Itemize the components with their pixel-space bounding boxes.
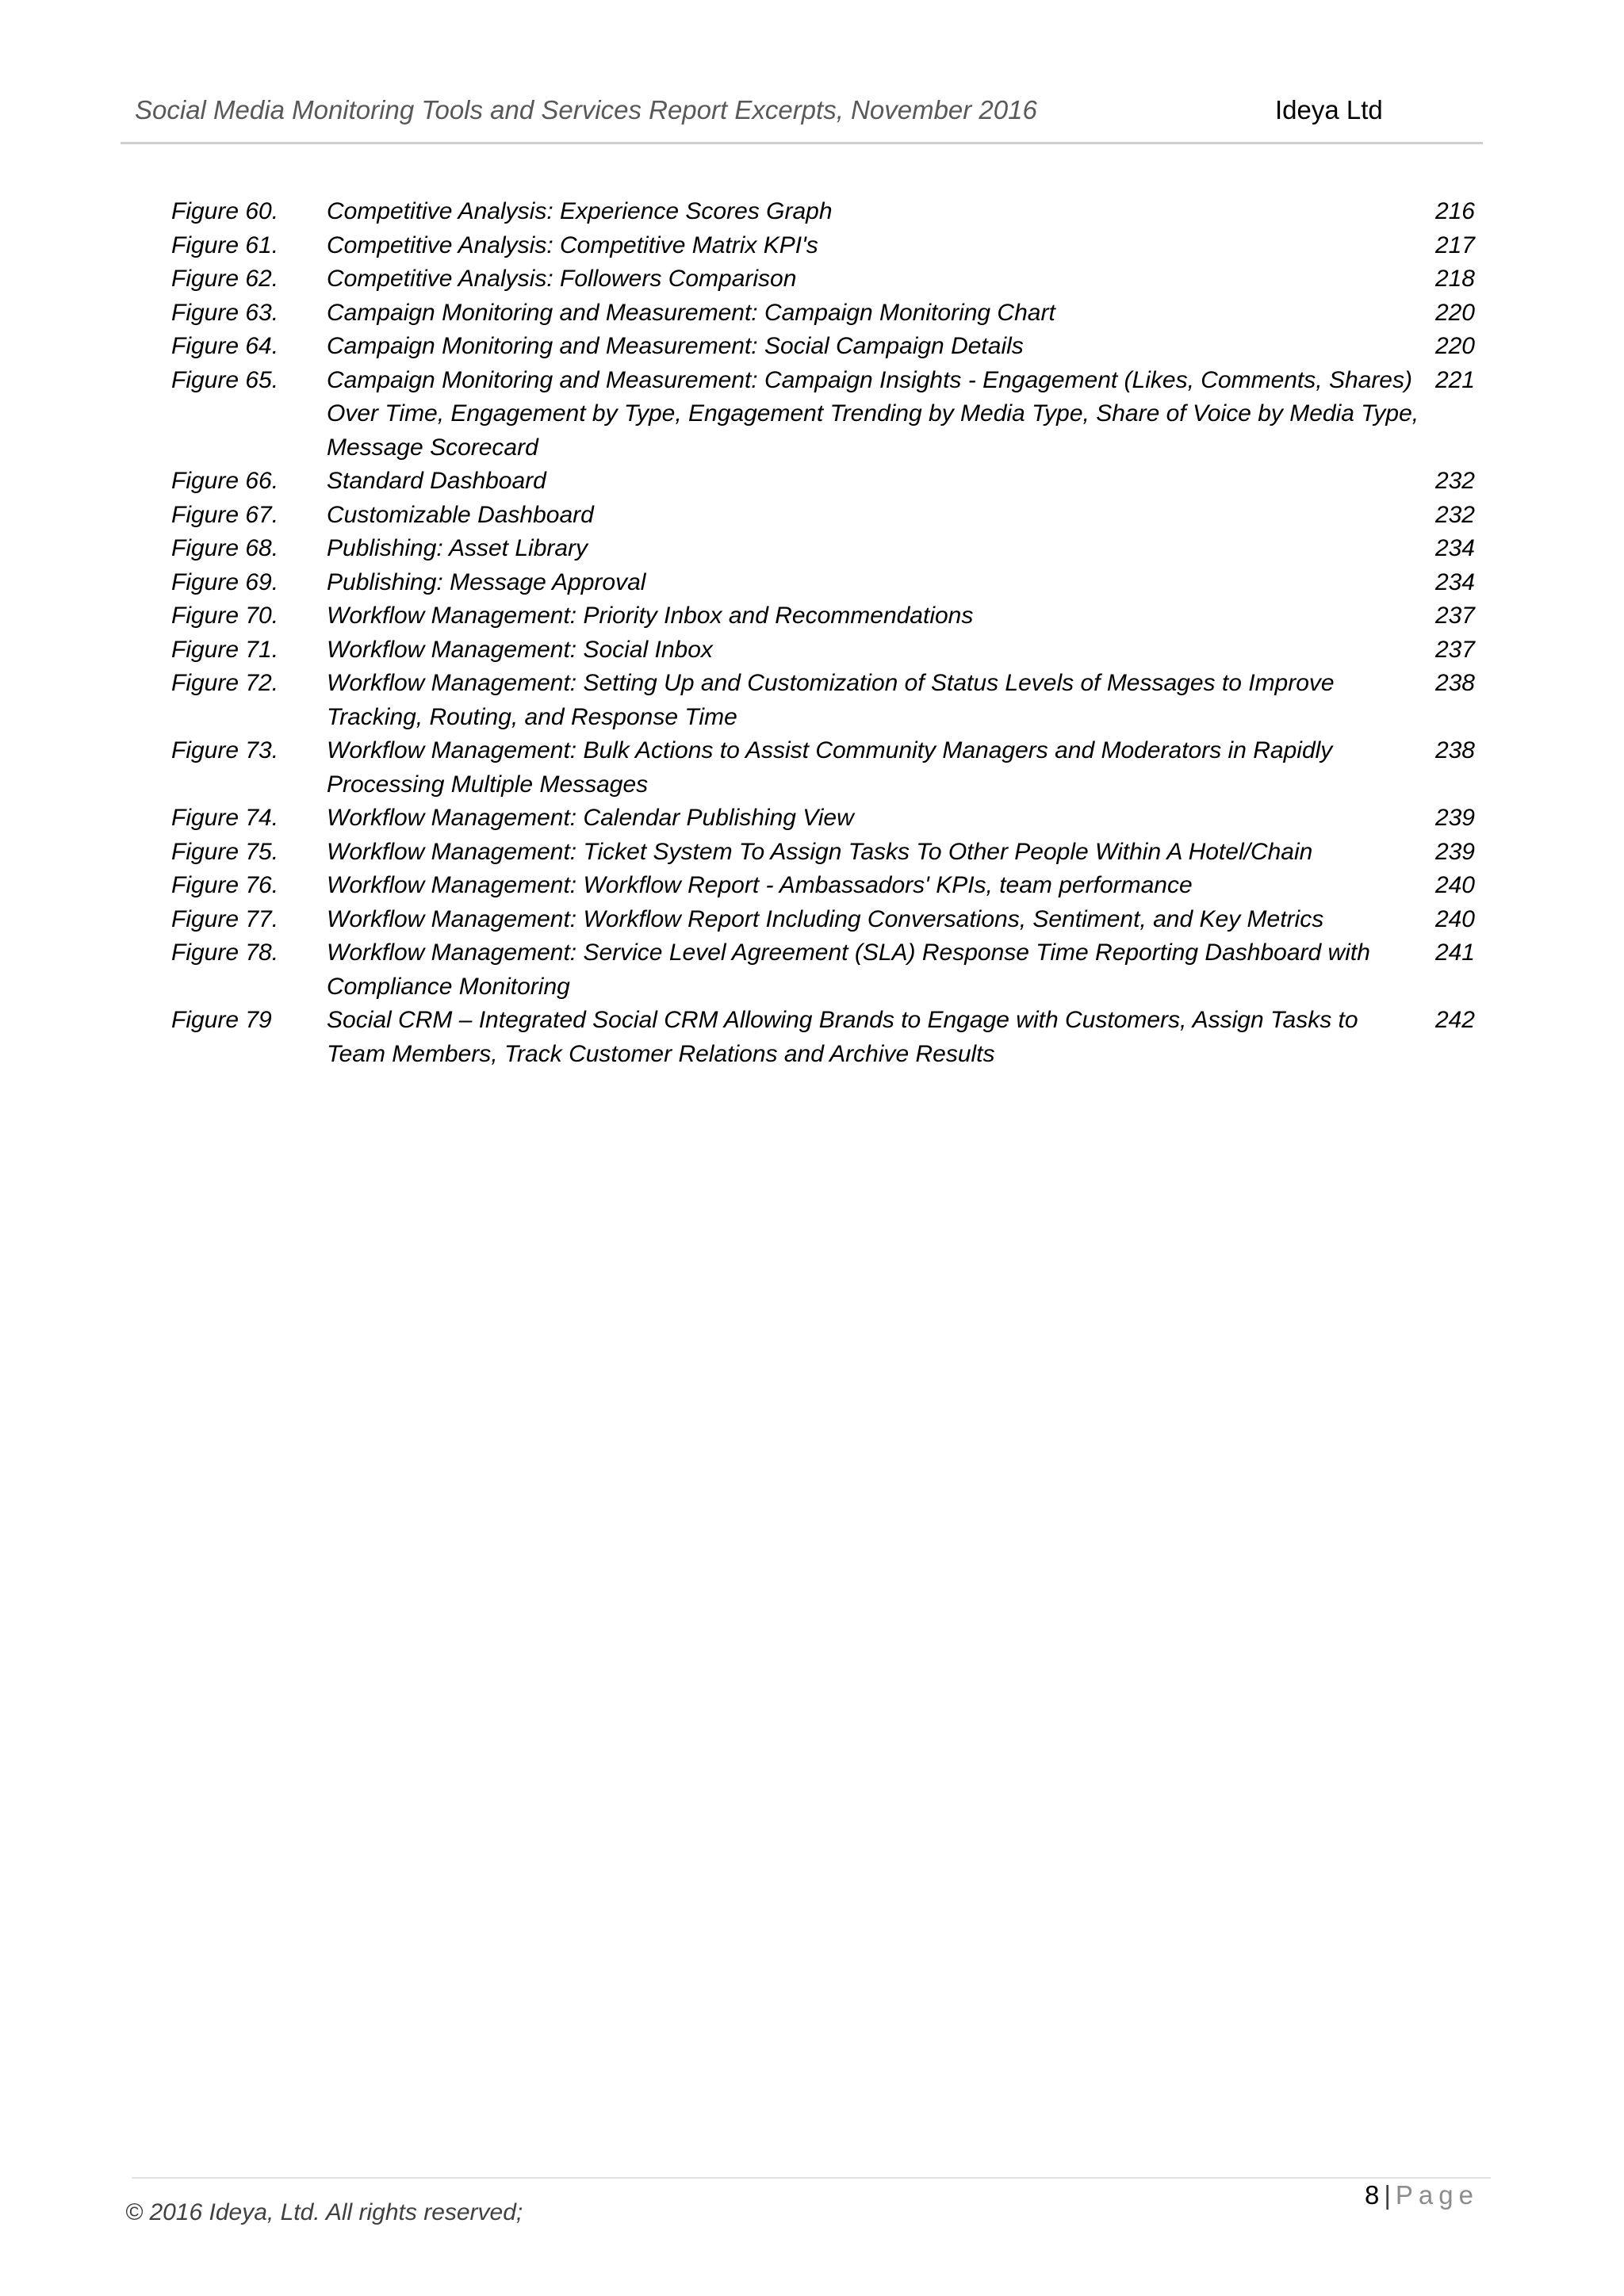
toc-entry[interactable]	[171, 734, 1475, 802]
toc-entry-page: 234	[1434, 568, 1475, 595]
toc-entry-label: Figure 65.	[171, 366, 279, 393]
toc-entry-page: 234	[1434, 535, 1475, 561]
toc-entry[interactable]	[171, 532, 1475, 566]
toc-entry-title: Competitive Analysis: Experience Scores Graph	[327, 198, 833, 224]
toc-entry-page: 240	[1434, 905, 1475, 932]
toc-entry-page: 238	[1434, 737, 1475, 763]
toc-entry-page: 216	[1434, 198, 1475, 224]
toc-entry-title: Workflow Management: Setting Up and Customization of Status Levels of Messages to Improve Tracking, Routing, and Response Time	[327, 670, 1335, 730]
toc-entry-label: Figure 64.	[171, 333, 279, 359]
toc-entry-label: Figure 66.	[171, 468, 279, 494]
toc-entry-label: Figure 69.	[171, 568, 279, 595]
toc-entry-page: 232	[1434, 468, 1475, 494]
toc-entry[interactable]	[171, 262, 1475, 297]
toc-entry-page: 242	[1434, 1007, 1475, 1033]
toc-entry[interactable]	[171, 499, 1475, 533]
toc-entry-label: Figure 79	[171, 1007, 272, 1033]
toc-entry[interactable]	[171, 903, 1475, 937]
header-divider	[121, 142, 1483, 144]
toc-entry-title: Campaign Monitoring and Measurement: Campaign Insights - Engagement (Likes, Comments, Shares) Over Time, Engagement by Type, Engagement Trending by Media Type, Share of Voice by Media Type, Message Scorecard	[327, 366, 1419, 461]
table-of-figures	[171, 195, 1475, 1071]
toc-entry-label: Figure 78.	[171, 939, 279, 966]
toc-entry-label: Figure 75.	[171, 838, 279, 865]
toc-entry-page: 237	[1434, 603, 1475, 629]
footer-divider	[132, 2177, 1491, 2179]
toc-entry-title: Competitive Analysis: Followers Comparison	[327, 266, 797, 292]
toc-entry-label: Figure 73.	[171, 737, 279, 763]
running-header-title: Social Media Monitoring Tools and Services Report Excerpts, November 2016	[135, 95, 1037, 124]
toc-entry-title: Publishing: Message Approval	[327, 568, 646, 595]
toc-entry-title: Campaign Monitoring and Measurement: Social Campaign Details	[327, 333, 1024, 359]
toc-entry-page: 240	[1434, 872, 1475, 898]
page-number-value: 8	[1364, 2180, 1380, 2210]
toc-entry[interactable]	[171, 1004, 1475, 1071]
toc-entry-title: Campaign Monitoring and Measurement: Campaign Monitoring Chart	[327, 299, 1055, 326]
toc-entry-title: Workflow Management: Bulk Actions to Assist Community Managers and Moderators in Rapidly Processing Multiple Messages	[327, 737, 1333, 798]
toc-entry-page: 217	[1434, 232, 1475, 258]
toc-entry-page: 218	[1434, 266, 1475, 292]
toc-entry[interactable]	[171, 836, 1475, 870]
toc-entry[interactable]	[171, 566, 1475, 600]
toc-entry-label: Figure 77.	[171, 905, 279, 932]
toc-entry[interactable]	[171, 802, 1475, 836]
toc-entry[interactable]	[171, 667, 1475, 734]
toc-entry[interactable]	[171, 364, 1475, 465]
toc-entry[interactable]	[171, 229, 1475, 263]
toc-entry-label: Figure 72.	[171, 670, 279, 696]
page-word: Page	[1395, 2180, 1479, 2210]
page-number-separator: |	[1384, 2180, 1391, 2210]
toc-entry-label: Figure 67.	[171, 501, 279, 528]
toc-entry[interactable]	[171, 297, 1475, 331]
toc-entry-title: Workflow Management: Workflow Report - Ambassadors' KPIs, team performance	[327, 872, 1193, 898]
toc-entry[interactable]	[171, 330, 1475, 364]
toc-entry-label: Figure 70.	[171, 603, 279, 629]
toc-entry-page: 239	[1434, 838, 1475, 865]
toc-entry-title: Social CRM – Integrated Social CRM Allowing Brands to Engage with Customers, Assign Tasks to Team Members, Track Customer Relations and Archive Results	[327, 1007, 1358, 1067]
copyright-notice: © 2016 Ideya, Ltd. All rights reserved;	[125, 2199, 523, 2225]
toc-entry-page: 220	[1434, 299, 1475, 326]
toc-entry-title: Publishing: Asset Library	[327, 535, 588, 561]
toc-entry-title: Standard Dashboard	[327, 468, 546, 494]
toc-entry-label: Figure 62.	[171, 266, 279, 292]
toc-entry-title: Workflow Management: Ticket System To Assign Tasks To Other People Within A Hotel/Chain	[327, 838, 1313, 865]
toc-entry-page: 237	[1434, 636, 1475, 663]
toc-entry-page: 221	[1434, 366, 1475, 393]
page-number	[1365, 2180, 1479, 2210]
toc-entry-label: Figure 61.	[171, 232, 279, 258]
toc-entry-page: 232	[1434, 501, 1475, 528]
toc-entry-title: Workflow Management: Priority Inbox and Recommendations	[327, 603, 974, 629]
toc-entry-title: Workflow Management: Calendar Publishing View	[327, 805, 854, 831]
toc-entry-page: 238	[1434, 670, 1475, 696]
toc-entry[interactable]	[171, 465, 1475, 499]
toc-entry[interactable]	[171, 195, 1475, 229]
toc-entry-label: Figure 68.	[171, 535, 279, 561]
running-header-company: Ideya Ltd	[1275, 95, 1383, 124]
toc-entry-title: Workflow Management: Service Level Agreement (SLA) Response Time Reporting Dashboard with Compliance Monitoring	[327, 939, 1370, 1000]
toc-entry[interactable]	[171, 633, 1475, 668]
toc-entry[interactable]	[171, 936, 1475, 1004]
toc-entry-label: Figure 71.	[171, 636, 279, 663]
toc-entry[interactable]	[171, 869, 1475, 903]
toc-entry-title: Customizable Dashboard	[327, 501, 594, 528]
toc-entry-title: Workflow Management: Workflow Report Including Conversations, Sentiment, and Key Metrics	[327, 905, 1324, 932]
toc-entry-page: 239	[1434, 805, 1475, 831]
toc-entry-title: Competitive Analysis: Competitive Matrix KPI's	[327, 232, 818, 258]
toc-entry-label: Figure 74.	[171, 805, 279, 831]
toc-entry-page: 220	[1434, 333, 1475, 359]
toc-entry-label: Figure 60.	[171, 198, 279, 224]
toc-entry-title: Workflow Management: Social Inbox	[327, 636, 713, 663]
toc-entry[interactable]	[171, 599, 1475, 633]
toc-entry-page: 241	[1434, 939, 1475, 966]
toc-entry-label: Figure 63.	[171, 299, 279, 326]
toc-entry-label: Figure 76.	[171, 872, 279, 898]
